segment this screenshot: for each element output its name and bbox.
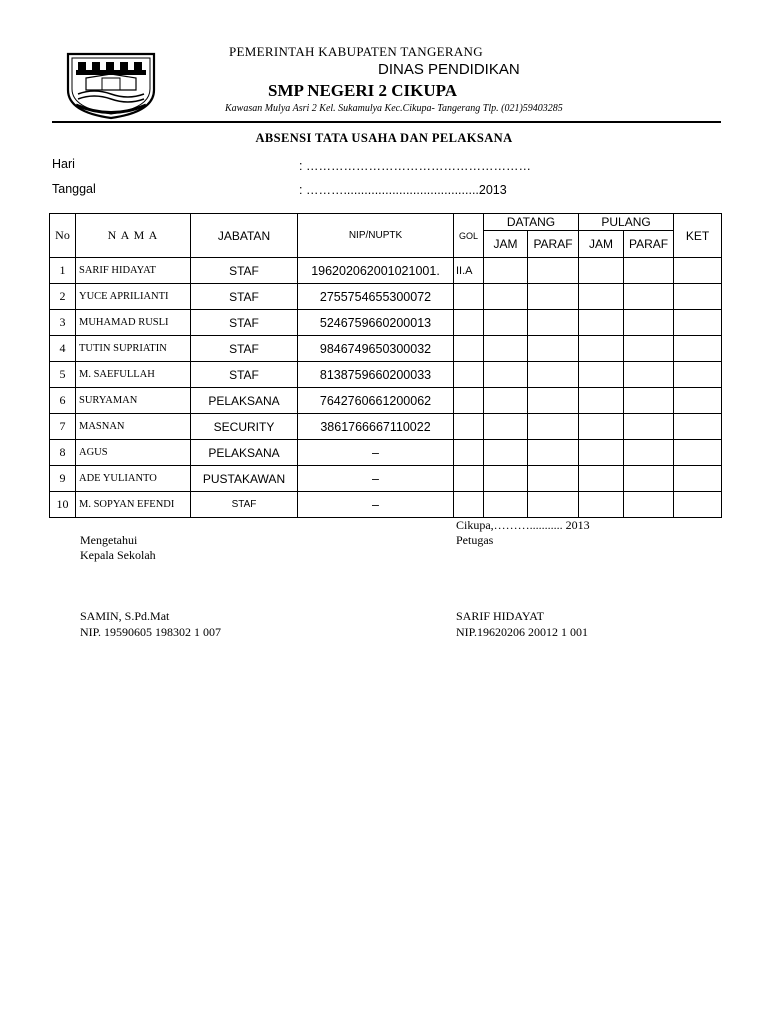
cell-datang-jam bbox=[484, 258, 528, 284]
headmaster-name: SAMIN, S.Pd.Mat bbox=[80, 609, 170, 623]
cell-ket bbox=[674, 414, 722, 440]
cell-pulang-paraf bbox=[624, 466, 674, 492]
row-gol bbox=[454, 466, 484, 492]
header-government-name: PEMERINTAH KABUPATEN TANGERANG bbox=[229, 44, 483, 59]
row-jabatan: PELAKSANA bbox=[191, 440, 298, 466]
cell-datang-paraf bbox=[528, 414, 579, 440]
cell-datang-jam bbox=[484, 492, 528, 518]
row-jabatan: STAF bbox=[191, 336, 298, 362]
cell-datang-paraf bbox=[528, 336, 579, 362]
table-row bbox=[50, 466, 722, 492]
row-no: 9 bbox=[50, 466, 76, 492]
officer-name: SARIF HIDAYAT bbox=[456, 609, 544, 623]
cell-pulang-jam bbox=[579, 336, 624, 362]
signature-place-date: Cikupa,………........... 2013 bbox=[456, 518, 590, 532]
col-header-pulang-paraf: PARAF bbox=[624, 231, 674, 258]
cell-pulang-jam bbox=[579, 466, 624, 492]
hari-label: Hari bbox=[52, 157, 75, 171]
row-gol bbox=[454, 388, 484, 414]
col-header-pulang: PULANG bbox=[579, 214, 674, 231]
col-header-datang-jam: JAM bbox=[484, 231, 528, 258]
row-gol bbox=[454, 414, 484, 440]
cell-datang-jam bbox=[484, 336, 528, 362]
row-gol bbox=[454, 362, 484, 388]
cell-datang-paraf bbox=[528, 388, 579, 414]
cell-datang-paraf bbox=[528, 310, 579, 336]
cell-datang-jam bbox=[484, 388, 528, 414]
cell-ket bbox=[674, 466, 722, 492]
row-nama: SURYAMAN bbox=[76, 388, 191, 414]
cell-pulang-jam bbox=[579, 414, 624, 440]
row-nip: 8138759660200033 bbox=[298, 362, 454, 388]
cell-ket bbox=[674, 258, 722, 284]
row-no: 1 bbox=[50, 258, 76, 284]
officer-nip: NIP.19620206 20012 1 001 bbox=[456, 625, 589, 639]
cell-pulang-jam bbox=[579, 362, 624, 388]
cell-pulang-jam bbox=[579, 388, 624, 414]
col-header-gol: GOL bbox=[454, 214, 484, 258]
cell-ket bbox=[674, 336, 722, 362]
header-address: Kawasan Mulya Asri 2 Kel. Sukamulya Kec.Cikupa- Tangerang Tlp. (021)59403285 bbox=[225, 103, 563, 114]
cell-datang-paraf bbox=[528, 440, 579, 466]
cell-pulang-paraf bbox=[624, 362, 674, 388]
cell-pulang-paraf bbox=[624, 258, 674, 284]
row-nip: 9846749650300032 bbox=[298, 336, 454, 362]
row-no: 2 bbox=[50, 284, 76, 310]
row-no: 8 bbox=[50, 440, 76, 466]
row-no: 5 bbox=[50, 362, 76, 388]
row-jabatan: STAF bbox=[191, 310, 298, 336]
headmaster-nip: NIP. 19590605 198302 1 007 bbox=[80, 625, 222, 639]
header-department-name: DINAS PENDIDIKAN bbox=[378, 61, 520, 78]
row-nip: 7642760661200062 bbox=[298, 388, 454, 414]
table-row bbox=[50, 362, 722, 388]
cell-datang-paraf bbox=[528, 284, 579, 310]
table-row bbox=[50, 388, 722, 414]
cell-pulang-jam bbox=[579, 440, 624, 466]
cell-pulang-paraf bbox=[624, 440, 674, 466]
cell-ket bbox=[674, 362, 722, 388]
cell-ket bbox=[674, 492, 722, 518]
row-no: 7 bbox=[50, 414, 76, 440]
table-row bbox=[50, 310, 722, 336]
cell-pulang-paraf bbox=[624, 414, 674, 440]
col-header-ket: KET bbox=[674, 214, 722, 258]
col-header-jabatan: JABATAN bbox=[191, 214, 298, 258]
row-nama: MASNAN bbox=[76, 414, 191, 440]
cell-datang-paraf bbox=[528, 362, 579, 388]
cell-pulang-paraf bbox=[624, 284, 674, 310]
row-jabatan: PELAKSANA bbox=[191, 388, 298, 414]
header-divider bbox=[52, 121, 721, 123]
table-row bbox=[50, 284, 722, 310]
row-nama: AGUS bbox=[76, 440, 191, 466]
row-nip: – bbox=[298, 492, 454, 518]
row-gol: II.A bbox=[454, 258, 484, 284]
table-row bbox=[50, 258, 722, 284]
tanggal-value: : ……….......................................2013 bbox=[299, 183, 507, 197]
row-jabatan: PUSTAKAWAN bbox=[191, 466, 298, 492]
row-nip: 196202062001021001. bbox=[298, 258, 454, 284]
cell-pulang-paraf bbox=[624, 310, 674, 336]
row-jabatan: STAF bbox=[191, 492, 298, 518]
row-nama: ADE YULIANTO bbox=[76, 466, 191, 492]
cell-pulang-paraf bbox=[624, 388, 674, 414]
cell-ket bbox=[674, 310, 722, 336]
cell-datang-jam bbox=[484, 362, 528, 388]
col-header-nama: N A M A bbox=[76, 214, 191, 258]
cell-ket bbox=[674, 388, 722, 414]
table-row bbox=[50, 440, 722, 466]
row-no: 6 bbox=[50, 388, 76, 414]
row-gol bbox=[454, 440, 484, 466]
cell-pulang-paraf bbox=[624, 336, 674, 362]
table-row bbox=[50, 492, 722, 518]
cell-pulang-jam bbox=[579, 258, 624, 284]
row-jabatan: STAF bbox=[191, 362, 298, 388]
hari-value: : ……………………………………………… bbox=[299, 159, 531, 173]
col-header-no: No bbox=[50, 214, 76, 258]
col-header-pulang-jam: JAM bbox=[579, 231, 624, 258]
tanggal-label: Tanggal bbox=[52, 182, 96, 196]
col-header-datang: DATANG bbox=[484, 214, 579, 231]
row-nama: MUHAMAD RUSLI bbox=[76, 310, 191, 336]
signature-right-line1: Petugas bbox=[456, 533, 494, 547]
cell-datang-jam bbox=[484, 310, 528, 336]
row-nip: 3861766667110022 bbox=[298, 414, 454, 440]
cell-pulang-paraf bbox=[624, 492, 674, 518]
row-nama: SARIF HIDAYAT bbox=[76, 258, 191, 284]
signature-left-line1: Mengetahui bbox=[80, 533, 138, 547]
cell-pulang-jam bbox=[579, 492, 624, 518]
row-nama: TUTIN SUPRIATIN bbox=[76, 336, 191, 362]
attendance-table bbox=[49, 213, 722, 518]
cell-ket bbox=[674, 284, 722, 310]
cell-ket bbox=[674, 440, 722, 466]
header-school-name: SMP NEGERI 2 CIKUPA bbox=[268, 81, 458, 100]
cell-datang-jam bbox=[484, 414, 528, 440]
row-jabatan: STAF bbox=[191, 258, 298, 284]
row-gol bbox=[454, 310, 484, 336]
row-nama: M. SAEFULLAH bbox=[76, 362, 191, 388]
row-gol bbox=[454, 284, 484, 310]
signature-left-line2: Kepala Sekolah bbox=[80, 548, 156, 562]
col-header-nip: NIP/NUPTK bbox=[298, 214, 454, 258]
row-nama: YUCE APRILIANTI bbox=[76, 284, 191, 310]
row-nama: M. SOPYAN EFENDI bbox=[76, 492, 191, 518]
row-nip: – bbox=[298, 466, 454, 492]
cell-pulang-jam bbox=[579, 284, 624, 310]
row-nip: 2755754655300072 bbox=[298, 284, 454, 310]
cell-datang-jam bbox=[484, 466, 528, 492]
row-no: 3 bbox=[50, 310, 76, 336]
table-row bbox=[50, 414, 722, 440]
row-jabatan: STAF bbox=[191, 284, 298, 310]
row-nip: 5246759660200013 bbox=[298, 310, 454, 336]
row-gol bbox=[454, 336, 484, 362]
row-jabatan: SECURITY bbox=[191, 414, 298, 440]
row-no: 10 bbox=[50, 492, 76, 518]
cell-datang-jam bbox=[484, 284, 528, 310]
col-header-datang-paraf: PARAF bbox=[528, 231, 579, 258]
row-nip: – bbox=[298, 440, 454, 466]
cell-pulang-jam bbox=[579, 310, 624, 336]
cell-datang-paraf bbox=[528, 492, 579, 518]
row-gol bbox=[454, 492, 484, 518]
cell-datang-jam bbox=[484, 440, 528, 466]
kabupaten-tangerang-emblem-logo bbox=[64, 50, 158, 120]
cell-datang-paraf bbox=[528, 466, 579, 492]
cell-datang-paraf bbox=[528, 258, 579, 284]
table-row bbox=[50, 336, 722, 362]
document-title: ABSENSI TATA USAHA DAN PELAKSANA bbox=[255, 131, 513, 145]
row-no: 4 bbox=[50, 336, 76, 362]
